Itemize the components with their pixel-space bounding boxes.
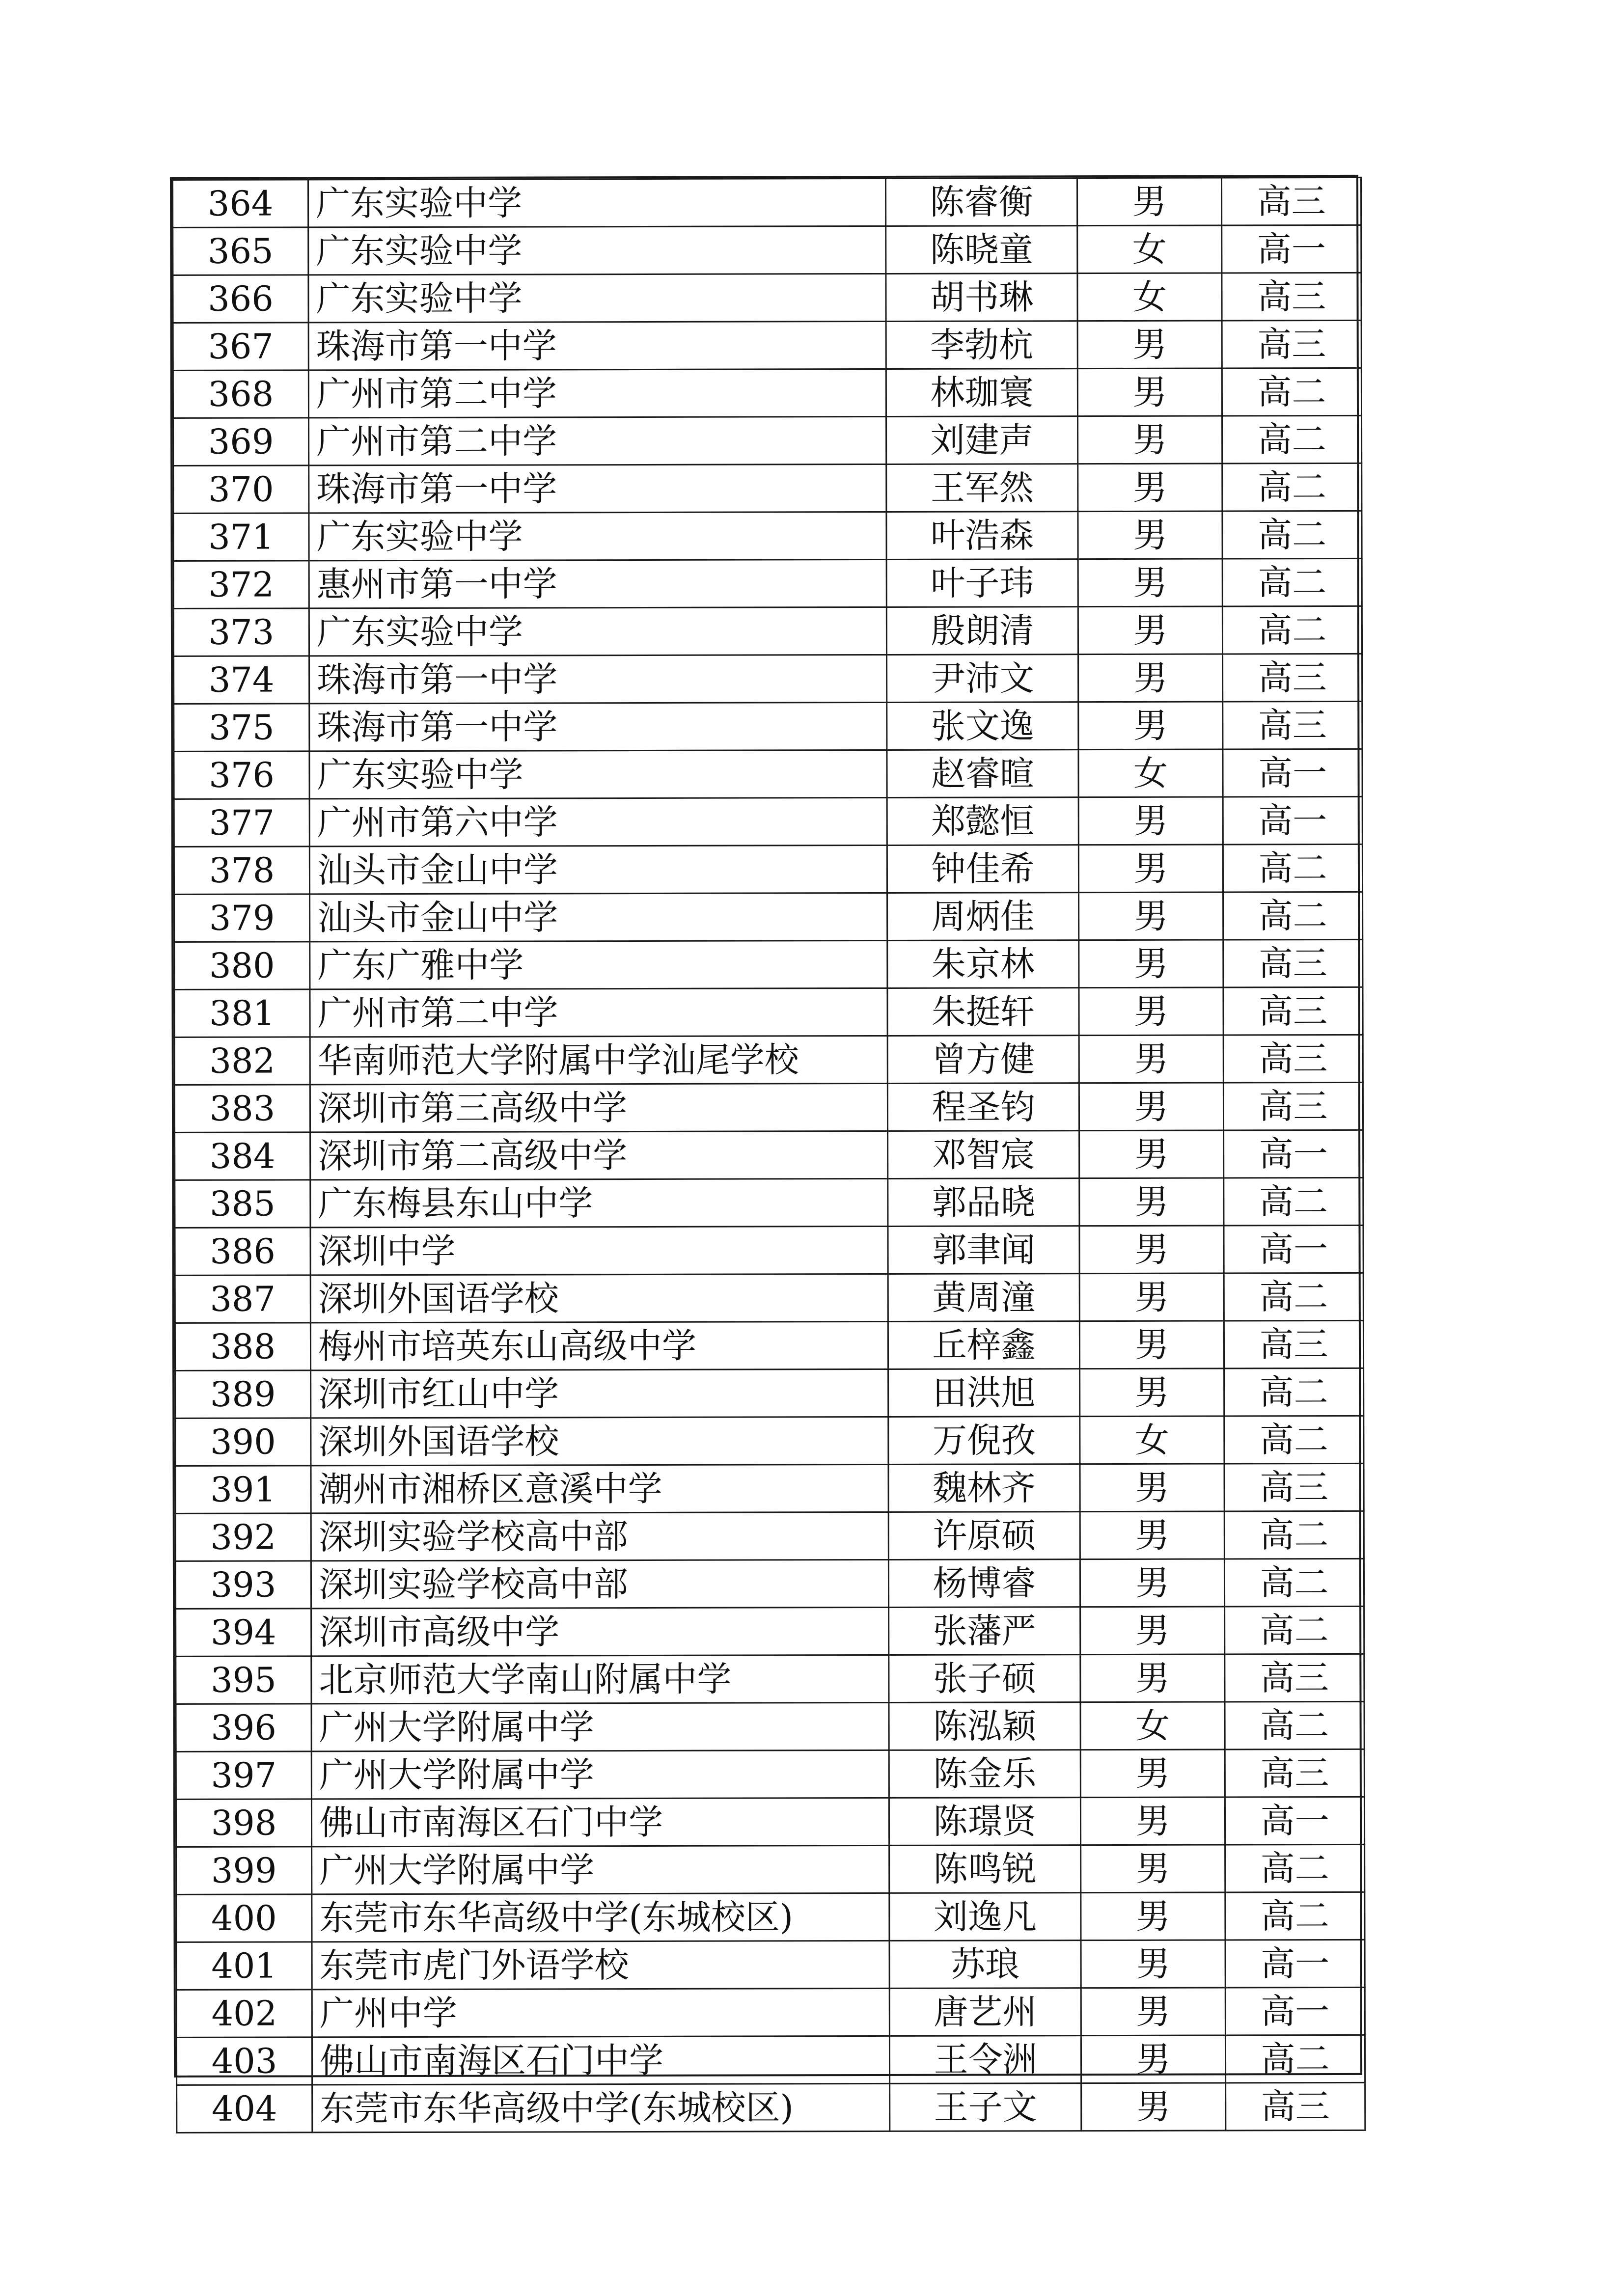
row-number-cell: 367	[173, 323, 308, 371]
school-name-cell: 佛山市南海区石门中学	[311, 1798, 889, 1846]
table-row	[176, 1797, 1364, 1847]
gender-cell: 男	[1079, 1130, 1224, 1178]
table-row	[174, 701, 1362, 751]
school-name-cell: 惠州市第一中学	[309, 559, 886, 608]
gender-cell: 男	[1077, 368, 1222, 416]
table-row	[173, 273, 1361, 323]
grade-cell: 高二	[1224, 1558, 1364, 1607]
grade-cell: 高二	[1222, 415, 1362, 464]
school-name-cell: 深圳实验学校高中部	[311, 1559, 888, 1608]
grade-cell: 高二	[1224, 1177, 1363, 1226]
gender-cell: 男	[1080, 1797, 1225, 1845]
roster-table	[172, 177, 1366, 2133]
student-name-cell: 黄周潼	[888, 1274, 1079, 1322]
gender-cell: 男	[1079, 1321, 1224, 1369]
row-number-cell: 369	[173, 418, 309, 466]
table-row	[176, 1892, 1365, 1942]
student-name-cell: 魏林齐	[888, 1464, 1080, 1512]
grade-cell: 高二	[1222, 511, 1362, 559]
table-row	[176, 1749, 1364, 1799]
gender-cell: 男	[1080, 1654, 1225, 1702]
student-name-cell: 杨博睿	[888, 1559, 1080, 1608]
grade-cell: 高三	[1223, 987, 1363, 1035]
school-name-cell: 广州大学附属中学	[311, 1750, 889, 1799]
table-row	[173, 511, 1362, 561]
row-number-cell: 386	[175, 1228, 310, 1276]
table-row	[175, 1368, 1364, 1418]
row-number-cell: 365	[173, 227, 308, 275]
student-name-cell: 陈鸣锐	[889, 1845, 1081, 1893]
gender-cell: 男	[1079, 1226, 1224, 1274]
row-number-cell: 383	[174, 1085, 310, 1133]
gender-cell: 男	[1081, 1892, 1225, 1941]
student-name-cell: 陈璟贤	[889, 1798, 1080, 1846]
school-name-cell: 东莞市东华高级中学(东城校区)	[312, 1893, 889, 1941]
table-row	[173, 558, 1362, 608]
table-row	[173, 368, 1361, 418]
gender-cell: 男	[1081, 2035, 1225, 2083]
grade-cell: 高二	[1222, 463, 1362, 511]
grade-cell: 高一	[1223, 796, 1362, 845]
row-number-cell: 404	[177, 2085, 312, 2133]
table-row	[174, 1035, 1363, 1085]
table-row	[175, 1558, 1364, 1609]
table-row	[174, 1082, 1363, 1132]
grade-cell: 高二	[1225, 1701, 1364, 1749]
row-number-cell: 388	[175, 1323, 310, 1371]
table-row	[175, 1320, 1363, 1370]
row-number-cell: 396	[176, 1704, 311, 1752]
gender-cell: 男	[1077, 178, 1222, 226]
row-number-cell: 394	[176, 1609, 311, 1657]
table-row	[175, 1416, 1364, 1466]
row-number-cell: 403	[176, 2037, 312, 2085]
gender-cell: 男	[1081, 1940, 1225, 1988]
school-name-cell: 广东实验中学	[309, 750, 887, 798]
grade-cell: 高三	[1225, 1654, 1364, 1702]
student-name-cell: 许原硕	[888, 1512, 1080, 1560]
student-name-cell: 田洪旭	[888, 1369, 1080, 1417]
grade-cell: 高三	[1222, 273, 1361, 321]
gender-cell: 男	[1080, 1464, 1224, 1512]
table-row	[173, 225, 1361, 275]
grade-cell: 高二	[1224, 1416, 1364, 1464]
student-name-cell: 刘建声	[886, 416, 1078, 465]
school-name-cell: 深圳市高级中学	[311, 1607, 889, 1656]
student-name-cell: 尹沛文	[887, 655, 1078, 703]
school-name-cell: 华南师范大学附属中学汕尾学校	[310, 1036, 887, 1084]
row-number-cell: 377	[174, 799, 309, 847]
school-name-cell: 佛山市南海区石门中学	[312, 2036, 889, 2084]
student-name-cell: 朱挺轩	[887, 988, 1079, 1036]
table-row	[175, 1130, 1363, 1180]
gender-cell: 女	[1080, 1702, 1225, 1750]
school-name-cell: 深圳外国语学校	[310, 1274, 888, 1322]
grade-cell: 高二	[1225, 1844, 1365, 1892]
student-name-cell: 刘逸凡	[889, 1893, 1081, 1941]
row-number-cell: 384	[175, 1132, 310, 1180]
school-name-cell: 广东梅县东山中学	[310, 1178, 888, 1227]
row-number-cell: 372	[173, 561, 309, 609]
gender-cell: 女	[1078, 749, 1223, 797]
table-row	[174, 654, 1362, 704]
row-number-cell: 391	[175, 1466, 311, 1514]
table-row	[174, 749, 1362, 799]
table-row	[176, 1987, 1365, 2037]
table-row	[174, 939, 1363, 989]
row-number-cell: 370	[173, 465, 309, 514]
grade-cell: 高三	[1222, 320, 1361, 368]
school-name-cell: 深圳中学	[310, 1226, 888, 1275]
grade-cell: 高一	[1222, 225, 1361, 273]
gender-cell: 女	[1077, 225, 1222, 273]
student-name-cell: 陈睿衡	[886, 178, 1077, 226]
gender-cell: 男	[1081, 2083, 1226, 2131]
grade-cell: 高一	[1224, 1130, 1363, 1178]
gender-cell: 男	[1078, 702, 1223, 750]
gender-cell: 男	[1079, 940, 1223, 988]
student-name-cell: 林珈寰	[886, 369, 1077, 417]
table-row	[176, 1606, 1364, 1656]
student-name-cell: 张藩严	[889, 1607, 1080, 1655]
student-name-cell: 殷朗清	[886, 607, 1078, 655]
grade-cell: 高一	[1224, 1225, 1363, 1273]
row-number-cell: 368	[173, 370, 308, 418]
roster-table-frame	[170, 175, 1362, 2129]
table-row	[173, 463, 1362, 513]
gender-cell: 男	[1078, 845, 1223, 893]
student-name-cell: 王令洲	[889, 2036, 1081, 2084]
student-name-cell: 钟佳希	[887, 845, 1078, 893]
roster-table-body	[173, 177, 1365, 2132]
row-number-cell: 378	[174, 847, 309, 895]
row-number-cell: 374	[174, 656, 309, 704]
school-name-cell: 广东实验中学	[308, 226, 886, 274]
grade-cell: 高二	[1225, 1892, 1365, 1940]
school-name-cell: 潮州市湘桥区意溪中学	[311, 1464, 888, 1513]
row-number-cell: 392	[175, 1513, 311, 1561]
student-name-cell: 陈泓颖	[889, 1702, 1080, 1750]
school-name-cell: 广州中学	[312, 1988, 889, 2037]
grade-cell: 高三	[1225, 1749, 1364, 1797]
student-name-cell: 陈晓童	[886, 226, 1077, 274]
row-number-cell: 373	[173, 608, 309, 656]
row-number-cell: 380	[174, 942, 310, 990]
gender-cell: 男	[1080, 1749, 1225, 1798]
row-number-cell: 382	[174, 1037, 310, 1085]
row-number-cell: 393	[175, 1561, 311, 1609]
grade-cell: 高二	[1222, 558, 1362, 606]
row-number-cell: 381	[174, 989, 310, 1038]
table-row	[173, 320, 1361, 370]
grade-cell: 高三	[1223, 1035, 1363, 1083]
grade-cell: 高一	[1225, 1797, 1364, 1845]
school-name-cell: 广东实验中学	[309, 607, 886, 656]
school-name-cell: 珠海市第一中学	[309, 464, 886, 513]
grade-cell: 高二	[1224, 1368, 1364, 1416]
student-name-cell: 王军然	[886, 464, 1078, 512]
table-row	[174, 987, 1363, 1037]
gender-cell: 男	[1079, 1178, 1224, 1226]
grade-cell: 高三	[1226, 2082, 1365, 2131]
gender-cell: 男	[1078, 797, 1223, 845]
gender-cell: 男	[1079, 892, 1223, 940]
table-row	[175, 1177, 1363, 1228]
student-name-cell: 王子文	[890, 2083, 1081, 2132]
student-name-cell: 叶浩森	[886, 512, 1078, 560]
grade-cell: 高一	[1225, 1987, 1365, 2035]
gender-cell: 男	[1078, 511, 1222, 559]
student-name-cell: 丘梓鑫	[888, 1321, 1079, 1369]
school-name-cell: 广东实验中学	[309, 512, 886, 560]
grade-cell: 高二	[1224, 1511, 1364, 1559]
gender-cell: 男	[1077, 321, 1222, 369]
school-name-cell: 珠海市第一中学	[308, 321, 886, 370]
gender-cell: 男	[1079, 1035, 1223, 1083]
student-name-cell: 叶子玮	[886, 559, 1078, 607]
row-number-cell: 371	[173, 513, 309, 561]
grade-cell: 高三	[1224, 1320, 1363, 1368]
table-row	[174, 892, 1363, 942]
school-name-cell: 深圳市第二高级中学	[310, 1131, 888, 1179]
school-name-cell: 深圳市红山中学	[311, 1369, 888, 1418]
grade-cell: 高三	[1223, 654, 1362, 702]
row-number-cell: 398	[176, 1799, 311, 1847]
gender-cell: 男	[1079, 987, 1223, 1036]
table-row	[175, 1273, 1363, 1323]
table-row	[175, 1511, 1364, 1561]
grade-cell: 高二	[1223, 892, 1363, 940]
student-name-cell: 唐艺州	[889, 1988, 1081, 2036]
school-name-cell: 广州大学附属中学	[312, 1845, 889, 1894]
student-name-cell: 曾方健	[887, 1036, 1079, 1084]
school-name-cell: 东莞市虎门外语学校	[312, 1941, 889, 1989]
gender-cell: 男	[1078, 606, 1222, 655]
school-name-cell: 北京师范大学南山附属中学	[311, 1655, 889, 1703]
table-row	[176, 2035, 1365, 2085]
student-name-cell: 周炳佳	[887, 893, 1079, 941]
row-number-cell: 395	[176, 1656, 311, 1704]
gender-cell: 男	[1080, 1607, 1225, 1655]
gender-cell: 男	[1081, 1845, 1225, 1893]
school-name-cell: 广州市第六中学	[309, 797, 887, 846]
student-name-cell: 陈金乐	[889, 1750, 1080, 1798]
grade-cell: 高一	[1223, 749, 1362, 797]
school-name-cell: 广州市第二中学	[309, 416, 886, 465]
school-name-cell: 珠海市第一中学	[309, 702, 887, 751]
grade-cell: 高二	[1222, 368, 1361, 416]
gender-cell: 男	[1079, 1083, 1223, 1131]
gender-cell: 女	[1080, 1416, 1224, 1464]
school-name-cell: 深圳外国语学校	[311, 1417, 888, 1465]
table-row	[173, 415, 1362, 465]
table-row	[174, 796, 1362, 847]
school-name-cell: 珠海市第一中学	[309, 655, 887, 703]
school-name-cell: 汕头市金山中学	[310, 893, 887, 941]
grade-cell: 高二	[1223, 844, 1362, 892]
row-number-cell: 390	[175, 1418, 311, 1466]
student-name-cell: 郭品晓	[888, 1178, 1079, 1227]
gender-cell: 男	[1078, 464, 1222, 512]
row-number-cell: 397	[176, 1751, 311, 1800]
grade-cell: 高二	[1224, 1273, 1363, 1321]
student-name-cell: 张子硕	[889, 1655, 1080, 1703]
row-number-cell: 379	[174, 894, 310, 942]
table-row	[176, 1940, 1365, 1990]
school-name-cell: 广州市第二中学	[310, 988, 887, 1037]
gender-cell: 男	[1080, 1368, 1224, 1417]
grade-cell: 高三	[1222, 177, 1361, 225]
school-name-cell: 汕头市金山中学	[309, 845, 887, 894]
gender-cell: 女	[1077, 273, 1222, 321]
table-row	[177, 2082, 1365, 2132]
school-name-cell: 东莞市东华高级中学(东城校区)	[312, 2083, 890, 2132]
row-number-cell: 387	[175, 1275, 310, 1323]
gender-cell: 男	[1079, 1273, 1224, 1321]
gender-cell: 男	[1078, 416, 1222, 464]
table-row	[173, 606, 1362, 656]
grade-cell: 高三	[1223, 701, 1362, 749]
row-number-cell: 385	[175, 1180, 310, 1228]
table-row	[176, 1844, 1365, 1894]
grade-cell: 高二	[1222, 606, 1362, 654]
student-name-cell: 朱京林	[887, 940, 1079, 988]
school-name-cell: 梅州市培英东山高级中学	[310, 1321, 888, 1370]
school-name-cell: 深圳市第三高级中学	[310, 1083, 887, 1132]
row-number-cell: 402	[176, 1990, 312, 2038]
row-number-cell: 401	[176, 1942, 312, 1990]
student-name-cell: 苏琅	[889, 1941, 1081, 1989]
gender-cell: 男	[1078, 654, 1223, 702]
row-number-cell: 376	[174, 751, 309, 799]
grade-cell: 高二	[1225, 2035, 1365, 2083]
grade-cell: 高三	[1223, 939, 1363, 987]
grade-cell: 高三	[1223, 1082, 1363, 1130]
school-name-cell: 广东实验中学	[308, 273, 886, 322]
student-name-cell: 郑懿恒	[887, 797, 1078, 846]
student-name-cell: 赵睿暄	[887, 750, 1078, 798]
row-number-cell: 400	[176, 1894, 312, 1942]
table-row	[175, 1463, 1364, 1513]
gender-cell: 男	[1080, 1511, 1224, 1559]
gender-cell: 男	[1081, 1988, 1225, 2036]
student-name-cell: 郭聿闻	[888, 1226, 1079, 1274]
table-row	[173, 177, 1361, 227]
school-name-cell: 深圳实验学校高中部	[311, 1512, 888, 1560]
school-name-cell: 广州大学附属中学	[311, 1702, 889, 1751]
grade-cell: 高二	[1225, 1606, 1364, 1654]
row-number-cell: 375	[174, 704, 309, 752]
row-number-cell: 364	[173, 180, 308, 228]
table-row	[174, 844, 1362, 894]
table-row	[175, 1225, 1363, 1275]
grade-cell: 高一	[1225, 1940, 1365, 1988]
school-name-cell: 广东广雅中学	[310, 940, 887, 989]
student-name-cell: 胡书琳	[886, 273, 1077, 322]
student-name-cell: 李勃杭	[886, 321, 1077, 369]
student-name-cell: 张文逸	[887, 702, 1078, 750]
gender-cell: 男	[1080, 1559, 1224, 1607]
school-name-cell: 广州市第二中学	[308, 369, 886, 417]
table-row	[176, 1701, 1364, 1751]
grade-cell: 高三	[1224, 1463, 1364, 1511]
row-number-cell: 366	[173, 275, 308, 323]
table-row	[176, 1654, 1364, 1704]
student-name-cell: 邓智宸	[888, 1131, 1079, 1179]
student-name-cell: 万倪孜	[888, 1417, 1080, 1465]
row-number-cell: 389	[175, 1370, 311, 1419]
student-name-cell: 程圣钧	[887, 1083, 1079, 1131]
gender-cell: 男	[1078, 559, 1222, 607]
school-name-cell: 广东实验中学	[308, 178, 886, 227]
row-number-cell: 399	[176, 1847, 312, 1895]
